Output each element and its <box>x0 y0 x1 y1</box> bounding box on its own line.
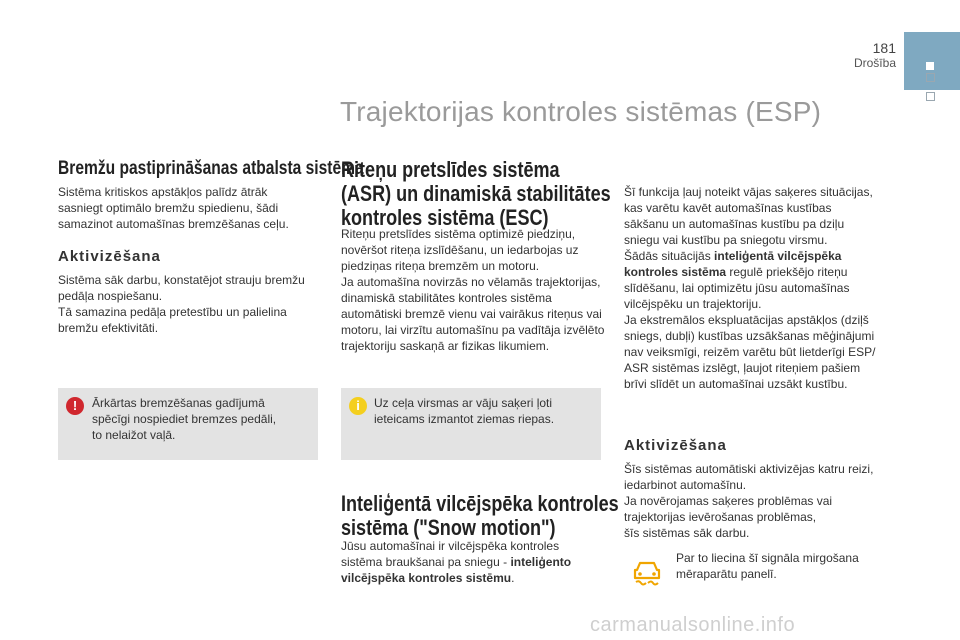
left-activation-text: Sistēma sāk darbu, konstatējot strauju bremžu pedāļa nospiešanu. Tā samazina pedāļa pretestību un palielina bremžu efektivitāti. <box>58 273 305 335</box>
right-activation-text: Šīs sistēmas automātiski aktivizējas katru reizi, iedarbinot automašīnu. Ja novērojamas saķeres problēmas vai trajektorijas ievērošanas problēmas, šīs sistēmas sāk darbu. <box>624 462 874 540</box>
watermark: carmanualsonline.info <box>590 614 796 636</box>
info-note <box>341 388 601 460</box>
info-text: Uz ceļa virsmas ar vāju saķeri ļoti ieteicams izmantot ziemas riepas. <box>374 396 555 426</box>
asr-esc-heading: Riteņu pretslīdes sistēma (ASR) un dinamiskā stabilitātes kontroles sistēma (ESC) <box>341 157 611 230</box>
left-activation-heading: Aktivizēšana <box>58 248 161 265</box>
chapter-tab[interactable] <box>926 92 935 101</box>
warning-note <box>58 388 318 460</box>
page-title: Trajektorijas kontroles sistēmas (ESP) <box>340 96 822 127</box>
lamp-note-text: Par to liecina šī signāla mirgošana mēraparātu panelī. <box>676 551 859 581</box>
warning-icon: ! <box>66 397 84 415</box>
left-heading: Bremžu pastiprināšanas atbalsta sistēma <box>58 158 364 179</box>
page-number: 181 <box>872 40 896 56</box>
info-icon: i <box>349 397 367 415</box>
section-name: Drošība <box>853 56 896 70</box>
esp-warning-lamp-icon <box>628 556 666 590</box>
snow-motion-text: Jūsu automašīnai ir vilcējspēka kontroles sistēma braukšanai pa sniegu - inteliģento vilcējspēka kontroles sistēmu. <box>341 539 572 585</box>
chapter-tab[interactable] <box>926 73 935 82</box>
asr-esc-text: Riteņu pretslīdes sistēma optimizē piedziņu, novēršot riteņa izslīdēšanu, un iedarbojas uz piedziņas riteņa bremzēm un motoru. Ja automašīna novirzās no vēlamās trajektorijas, dinamiskā stabilitātes kontroles sistēma automātiski bremzē vienu vai vairākus riteņus vai motoru, lai virzītu automašīnu pa vadītāja izvēlēto trajektoriju saskaņā ar fizikas likumiem. <box>341 227 605 353</box>
snow-motion-description: Šī funkcija ļauj noteikt vājas saķeres situācijas, kas varētu kavēt automašīnas kustības sākšanu un automašīnas kustību pa dziļu sniegu vai kustību pa sniegotu virsmu. Šādās situācijās inteliģentā vilcējspēka kontroles sistēma regulē priekšējo riteņu slīdēšanu, lai optimizētu jūsu automašīnas vilcējspēku un trajektoriju. Ja ekstremālos ekspluatācijas apstākļos (dziļš sniegs, dubļi) kustības uzsākšanas mēģinājumi nav veiksmīgi, reizēm varētu būt lietderīgi ESP/ ASR sistēmas izslēgt, ļaujot riteņiem pašiem brīvi slīdēt un automašīnai uzsākt kustību. <box>624 185 876 391</box>
right-activation-heading: Aktivizēšana <box>624 437 727 454</box>
left-intro: Sistēma kritiskos apstākļos palīdz ātrāk sasniegt optimālo bremžu spiedienu, šādi samazinot automašīnas bremzēšanas ceļu. <box>58 185 289 231</box>
tab-marker-icon <box>926 62 934 70</box>
warning-text: Ārkārtas bremzēšanas gadījumā spēcīgi nospiediet bremzes pedāli, to nelaižot vaļā. <box>92 396 277 442</box>
snow-motion-heading: Inteliģentā vilcējspēka kontroles sistēma ("Snow motion") <box>341 491 619 540</box>
